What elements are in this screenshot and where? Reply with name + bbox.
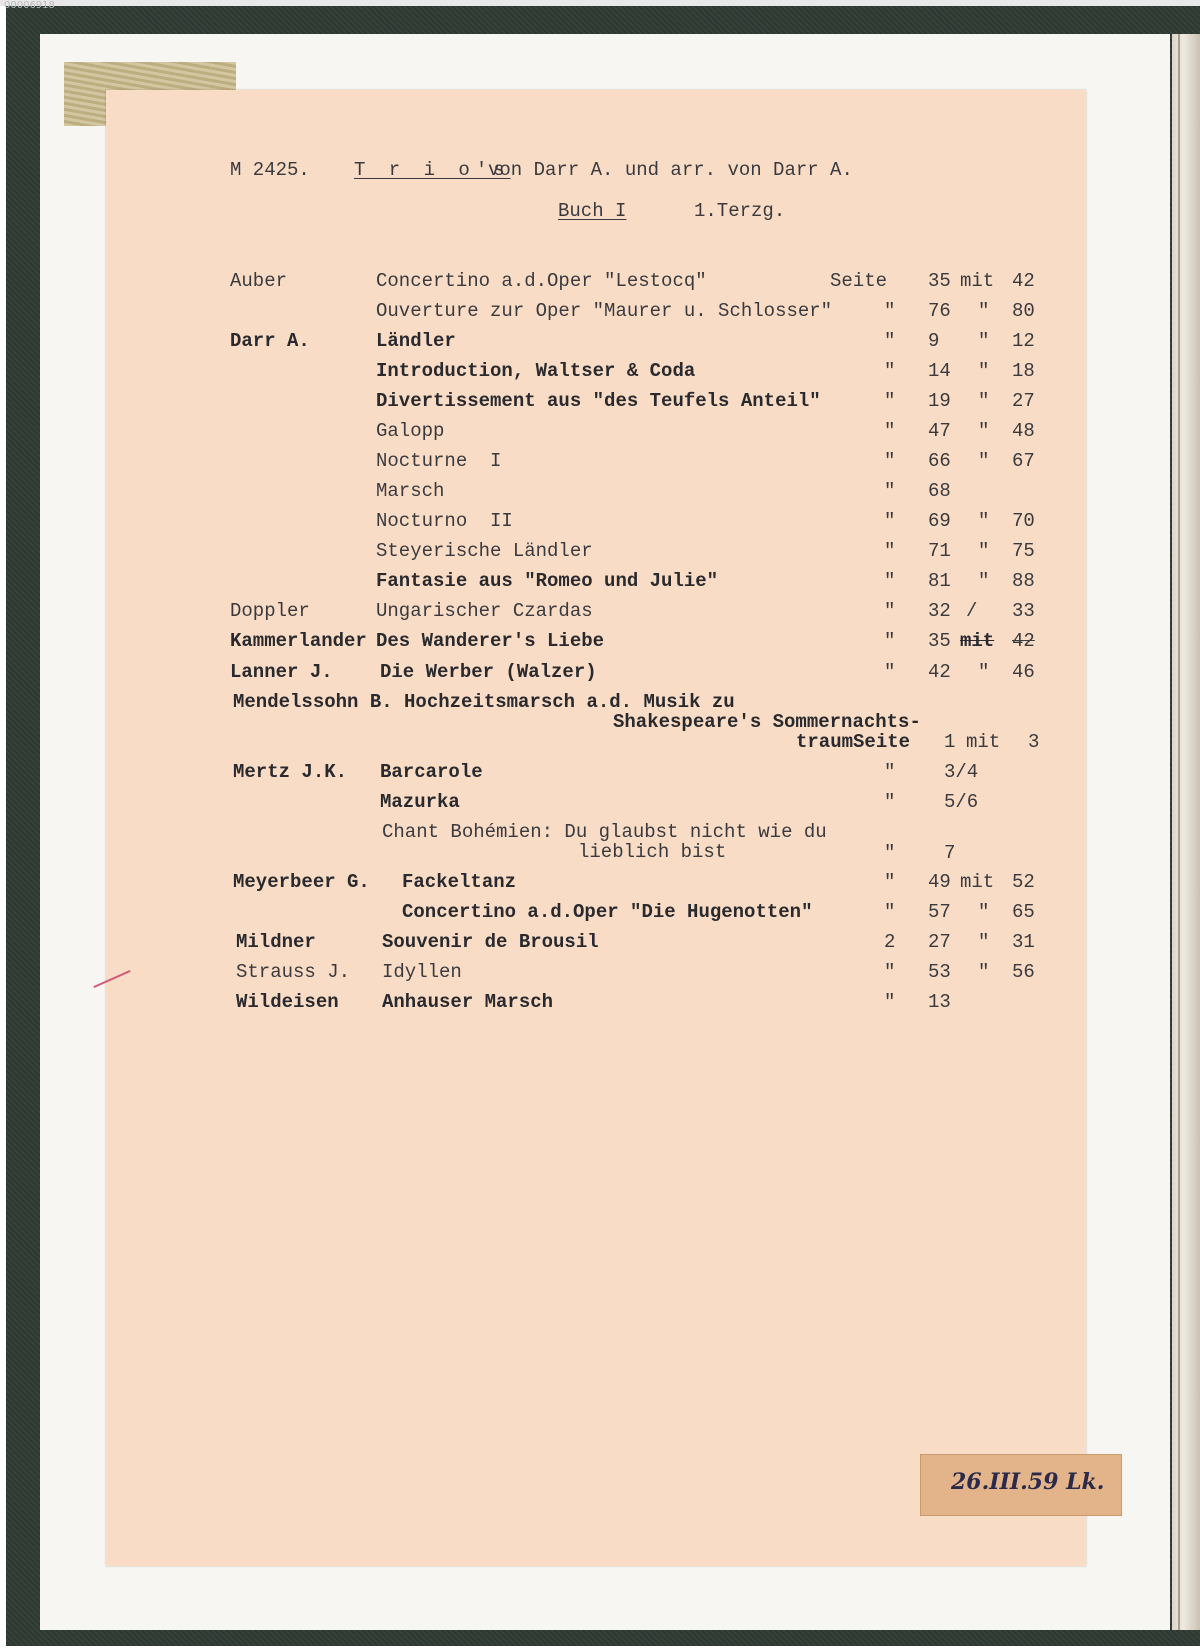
- entry-page-from: 19: [928, 390, 951, 412]
- entry-page-sep: ": [978, 330, 990, 352]
- entry-title: Ländler: [376, 330, 456, 352]
- entry-page-sep: ": [978, 961, 990, 983]
- entry-title: Anhauser Marsch: [382, 991, 554, 1013]
- entry-page-to: 42: [1012, 630, 1035, 652]
- entry-page-sep: ": [978, 931, 990, 953]
- entry-page-to: 46: [1012, 661, 1035, 683]
- entry-title: Ouverture zur Oper "Maurer u. Schlosser": [376, 300, 833, 322]
- entry-page-mark: ": [884, 630, 896, 652]
- signature-number: M 2425.: [230, 159, 310, 181]
- entry-page-from: 69: [928, 510, 951, 532]
- entry-page-from: 35: [928, 630, 951, 652]
- entry-page-mark: ": [884, 420, 896, 442]
- entry-title: Idyllen: [382, 961, 462, 983]
- catalog-title: T r i o's: [354, 159, 511, 181]
- entry-title: Concertino a.d.Oper "Lestocq": [376, 270, 707, 292]
- entry-title: Marsch: [376, 480, 445, 502]
- entry-title: Galopp: [376, 420, 445, 442]
- entry-page-sep: ": [978, 901, 990, 923]
- entry-page-mark: ": [884, 570, 896, 592]
- entry-page-to: 33: [1012, 600, 1035, 622]
- entry-page-sep: ": [978, 390, 990, 412]
- entry-page-sep: mit: [960, 630, 995, 652]
- entry-title: Mazurka: [380, 791, 460, 813]
- entry-page-to: 12: [1012, 330, 1035, 352]
- entry-page-to: 70: [1012, 510, 1035, 532]
- entry-page-from: 49: [928, 871, 951, 893]
- date-sticker-text: 26.III.59 Lk.: [951, 1469, 1105, 1495]
- entry-page-from: 27: [928, 931, 951, 953]
- entry-page-mark: ": [884, 961, 896, 983]
- entry-title: Nocturno II: [376, 510, 513, 532]
- entry-page-mark: ": [884, 661, 896, 683]
- mendelssohn-line-2: Shakespeare's Sommernachts-: [613, 711, 921, 733]
- entry-title: Ungarischer Czardas: [376, 600, 593, 622]
- entry-page-from: 14: [928, 360, 951, 382]
- entry-title: Concertino a.d.Oper "Die Hugenotten": [402, 901, 813, 923]
- spine-edge: [1178, 34, 1180, 1630]
- entry-page-mark: ": [884, 871, 896, 893]
- entry-title: Barcarole: [380, 761, 483, 783]
- date-sticker: [920, 1454, 1122, 1516]
- entry-page-from: 9: [928, 330, 940, 352]
- entry-page-from: 32: [928, 600, 951, 622]
- entry-title: Die Werber (Walzer): [380, 661, 597, 683]
- entry-page-mark: ": [884, 991, 896, 1013]
- entry-title: Souvenir de Brousil: [382, 931, 599, 953]
- entry-page-to: 27: [1012, 390, 1035, 412]
- entry-composer: Wildeisen: [236, 991, 339, 1013]
- book-label: Buch I: [558, 200, 627, 222]
- entry-page-sep: ": [978, 661, 990, 683]
- entry-page-mark: ": [884, 390, 896, 412]
- entry-page-from: 13: [928, 991, 951, 1013]
- entry-page-from: 66: [928, 450, 951, 472]
- chant-mark: ": [884, 842, 896, 864]
- entry-page-from: 3/4: [944, 761, 979, 783]
- entry-page-from: 42: [928, 661, 951, 683]
- entry-page-mark: Seite: [830, 270, 888, 292]
- entry-page-mark: ": [884, 791, 896, 813]
- entry-page-sep: ": [978, 570, 990, 592]
- entry-page-mark: ": [884, 761, 896, 783]
- entry-title: Des Wanderer's Liebe: [376, 630, 605, 652]
- entry-page-sep: ": [978, 450, 990, 472]
- entry-page-mark: ": [884, 540, 896, 562]
- entry-page-from: 35: [928, 270, 951, 292]
- entry-page-from: 47: [928, 420, 951, 442]
- entry-title: Fantasie aus "Romeo und Julie": [376, 570, 719, 592]
- entry-page-from: 76: [928, 300, 951, 322]
- chant-line-2: lieblich bist: [578, 841, 727, 863]
- entry-composer: Meyerbeer G.: [233, 871, 370, 893]
- entry-page-to: 31: [1012, 931, 1035, 953]
- entry-title: Fackeltanz: [402, 871, 517, 893]
- entry-page-mark: ": [884, 360, 896, 382]
- part-label: 1.Terzg.: [694, 200, 786, 222]
- entry-composer: Auber: [230, 270, 288, 292]
- entry-page-to: 80: [1012, 300, 1035, 322]
- entry-composer: Strauss J.: [236, 961, 351, 983]
- entry-page-from: 81: [928, 570, 951, 592]
- entry-page-to: 52: [1012, 871, 1035, 893]
- entry-page-from: 5/6: [944, 791, 979, 813]
- entry-page-from: 68: [928, 480, 951, 502]
- entry-title: Divertissement aus "des Teufels Anteil": [376, 390, 821, 412]
- entry-composer: Kammerlander: [230, 630, 367, 652]
- entry-page-sep: ": [978, 300, 990, 322]
- entry-title: Introduction, Waltser & Coda: [376, 360, 696, 382]
- entry-page-from: 57: [928, 901, 951, 923]
- entry-page-mark: ": [884, 330, 896, 352]
- entry-page-sep: ": [978, 360, 990, 382]
- entry-page-to: 42: [1012, 270, 1035, 292]
- entry-composer: Mertz J.K.: [233, 761, 348, 783]
- mendelssohn-sep: mit: [966, 731, 1001, 753]
- entry-page-mark: ": [884, 480, 896, 502]
- entry-composer: Mildner: [236, 931, 316, 953]
- mendelssohn-line-3: traumSeite: [796, 731, 911, 753]
- entry-page-to: 18: [1012, 360, 1035, 382]
- entry-composer: Doppler: [230, 600, 310, 622]
- entry-page-mark: ": [884, 901, 896, 923]
- entry-composer: Lanner J.: [230, 661, 333, 683]
- entry-composer: Darr A.: [230, 330, 310, 352]
- mendelssohn-to: 3: [1028, 731, 1040, 753]
- entry-page-sep: ": [978, 540, 990, 562]
- entry-page-mark: ": [884, 600, 896, 622]
- entry-page-to: 88: [1012, 570, 1035, 592]
- entry-page-to: 48: [1012, 420, 1035, 442]
- entry-title: Steyerische Ländler: [376, 540, 593, 562]
- scan-id-label: 00006918: [4, 0, 55, 11]
- entry-page-to: 65: [1012, 901, 1035, 923]
- entry-page-mark: 2: [884, 931, 896, 953]
- entry-page-mark: ": [884, 510, 896, 532]
- mendelssohn-from: 1: [944, 731, 956, 753]
- entry-page-mark: ": [884, 300, 896, 322]
- entry-page-sep: mit: [960, 270, 995, 292]
- entry-page-mark: ": [884, 450, 896, 472]
- entry-page-sep: ": [978, 420, 990, 442]
- entry-title: Nocturne I: [376, 450, 502, 472]
- entry-page-to: 67: [1012, 450, 1035, 472]
- entry-page-sep: /: [966, 600, 978, 622]
- entry-page-from: 53: [928, 961, 951, 983]
- chant-from: 7: [944, 842, 956, 864]
- entry-page-to: 75: [1012, 540, 1035, 562]
- entry-page-sep: mit: [960, 871, 995, 893]
- book-spine: [1172, 34, 1200, 1630]
- entry-page-sep: ": [978, 510, 990, 532]
- chant-line-1: Chant Bohémien: Du glaubst nicht wie du: [382, 821, 827, 843]
- entry-page-to: 56: [1012, 961, 1035, 983]
- entry-page-from: 71: [928, 540, 951, 562]
- catalog-subtitle: von Darr A. und arr. von Darr A.: [488, 159, 853, 181]
- mendelssohn-line-1: Mendelssohn B. Hochzeitsmarsch a.d. Musik zu: [233, 691, 735, 713]
